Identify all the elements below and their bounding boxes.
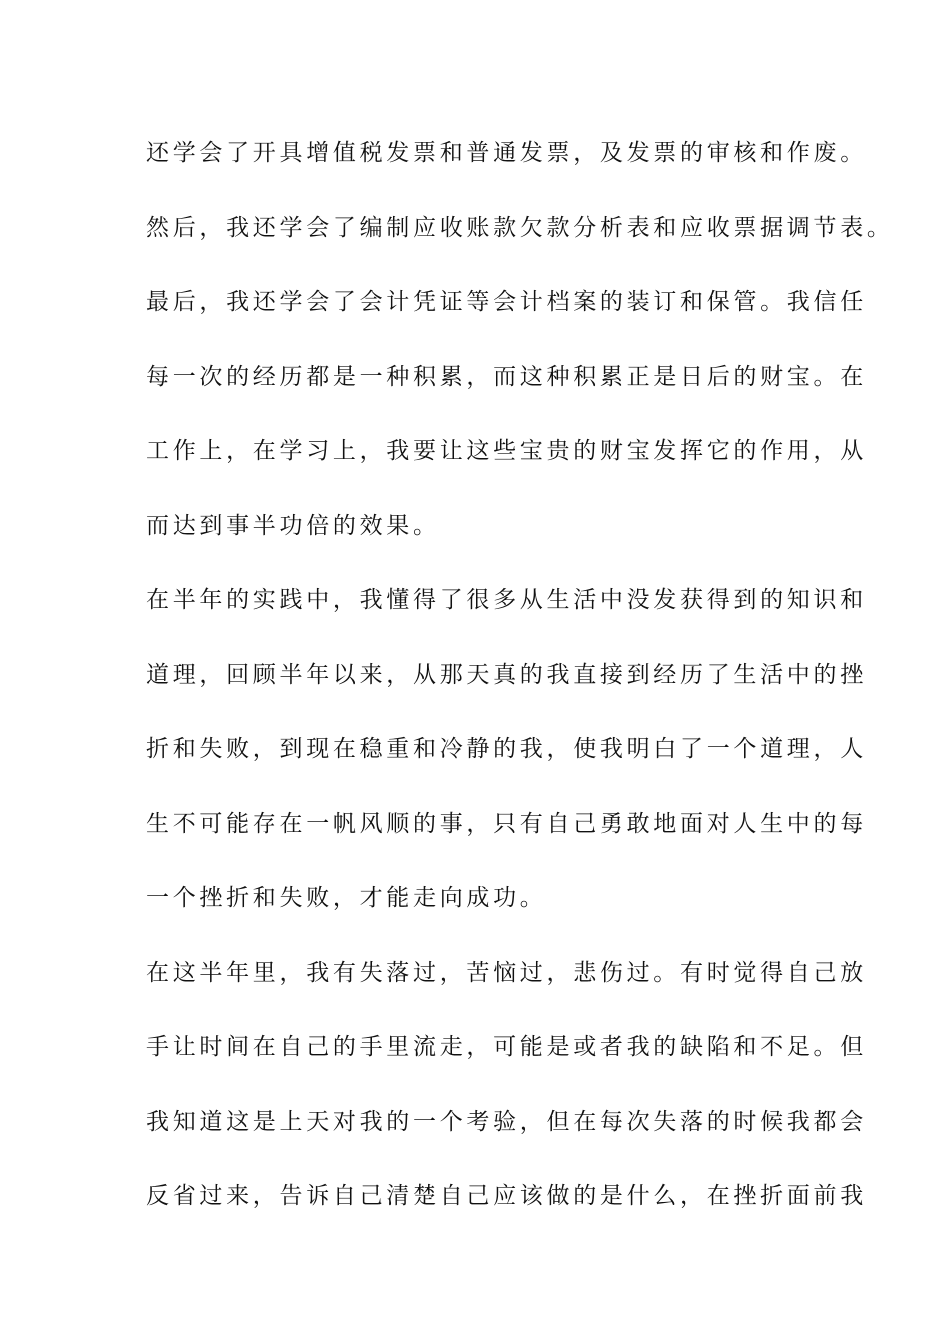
- text-line: 折和失败，到现在稳重和冷静的我，使我明白了一个道理，人: [146, 736, 867, 762]
- text-line: 最后，我还学会了会计凭证等会计档案的装订和保管。我信任: [146, 289, 867, 315]
- text-line: 工作上，在学习上，我要让这些宝贵的财宝发挥它的作用，从: [146, 438, 867, 464]
- text-line: 还学会了开具增值税发票和普通发票，及发票的审核和作废。: [146, 140, 867, 166]
- text-line: 生不可能存在一帆风顺的事，只有自己勇敢地面对人生中的每: [146, 810, 867, 837]
- text-line: 道理，回顾半年以来，从那天真的我直接到经历了生活中的挫: [146, 661, 867, 688]
- body-text: [146, 128, 894, 1246]
- text-line: 反省过来，告诉自己清楚自己应该做的是什么，在挫折面前我: [146, 1183, 867, 1209]
- text-line: 而达到事半功倍的效果。: [146, 512, 440, 539]
- text-line: 然后，我还学会了编制应收账款欠款分析表和应收票据调节表。: [146, 214, 894, 241]
- text-line: 每一次的经历都是一种积累，而这种积累正是日后的财宝。在: [146, 363, 867, 390]
- text-line: 我知道这是上天对我的一个考验，但在每次失落的时候我都会: [146, 1108, 867, 1135]
- text-line: 在这半年里，我有失落过，苦恼过，悲伤过。有时觉得自己放: [146, 959, 867, 986]
- text-line: 手让时间在自己的手里流走，可能是或者我的缺陷和不足。但: [146, 1034, 867, 1060]
- text-line: 一个挫折和失败，才能走向成功。: [146, 885, 547, 911]
- text-line: 在半年的实践中，我懂得了很多从生活中没发获得到的知识和: [146, 587, 867, 613]
